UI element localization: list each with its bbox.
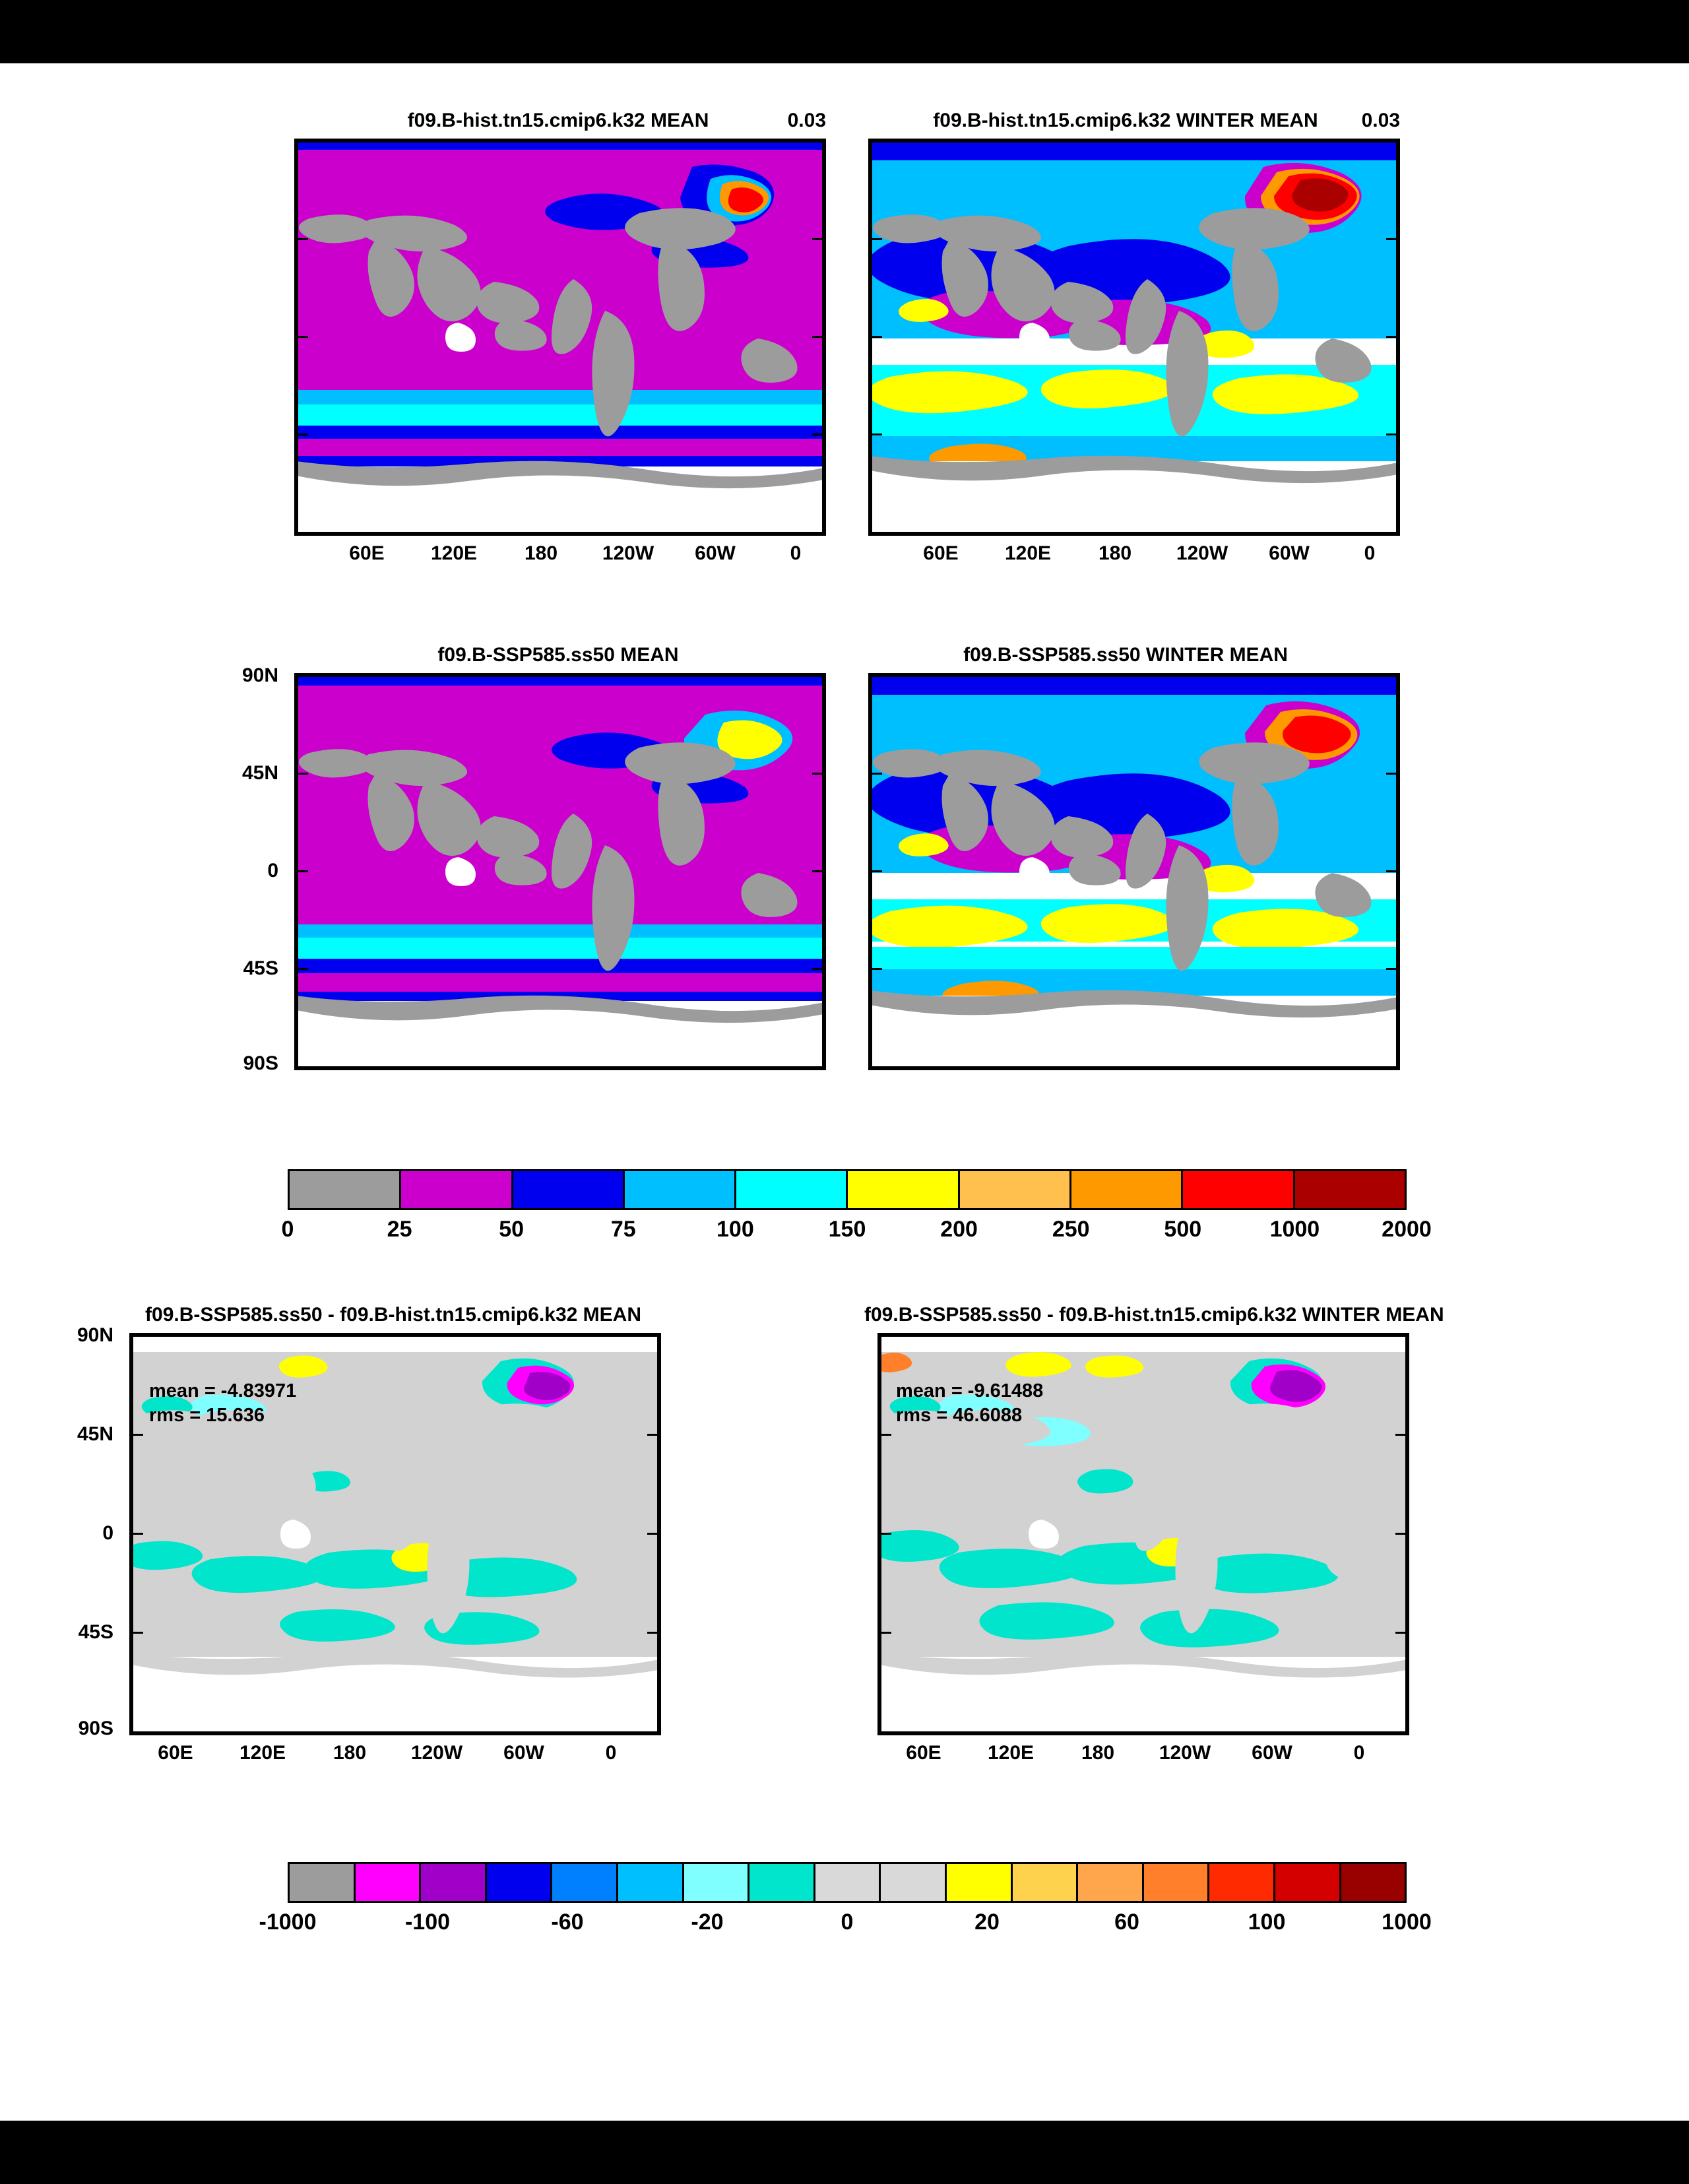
x-axis-labels-hist-mean xyxy=(294,542,822,569)
stats-rms: rms = 46.6088 xyxy=(896,1405,1023,1427)
colorbar-tick-label: 50 xyxy=(499,1217,525,1242)
y-tick-label: 0 xyxy=(267,860,278,882)
colorbar-swatch xyxy=(1078,1864,1144,1901)
colorbar-tick-label: 100 xyxy=(717,1217,754,1242)
tick xyxy=(296,773,308,775)
tick xyxy=(812,773,824,775)
colorbar-swatch xyxy=(1209,1864,1275,1901)
y-tick-label: 45S xyxy=(78,1621,113,1643)
panel-title: f09.B-SSP585.ss50 - f09.B-hist.tn15.cmip6.k32 WINTER MEAN xyxy=(864,1304,1444,1326)
tick xyxy=(296,968,308,970)
tick xyxy=(870,773,882,775)
y-tick-label: 90S xyxy=(78,1718,113,1739)
stats-rms: rms = 15.636 xyxy=(149,1405,265,1427)
tick xyxy=(131,1533,143,1535)
colorbar-tick-label: 2000 xyxy=(1382,1217,1432,1242)
colorbar-swatch xyxy=(736,1171,848,1208)
colorbar-swatch xyxy=(356,1864,422,1901)
colorbar-tick-label: 1000 xyxy=(1269,1217,1320,1242)
x-tick-label: 120E xyxy=(1004,542,1052,564)
panel-title: f09.B-hist.tn15.cmip6.k32 MEAN xyxy=(407,110,709,131)
x-tick-label: 120E xyxy=(987,1742,1035,1764)
tick xyxy=(870,238,882,240)
x-tick-label: 60E xyxy=(158,1742,193,1764)
difference-colorbar xyxy=(259,1862,1432,1935)
x-tick-label: 120W xyxy=(410,1742,463,1764)
tick xyxy=(296,336,308,338)
colorbar-tick-label: 0 xyxy=(841,1910,854,1935)
x-tick-label: 60W xyxy=(1252,1742,1292,1764)
tick xyxy=(296,141,308,143)
tick xyxy=(1386,336,1398,338)
map-graphic xyxy=(870,141,1398,534)
figure-canvas xyxy=(0,63,1689,2121)
x-tick-label: 120E xyxy=(430,542,478,564)
colorbar-tick-label: 500 xyxy=(1164,1217,1202,1242)
colorbar-swatch xyxy=(1295,1171,1405,1208)
tick xyxy=(812,238,824,240)
x-tick-label: 60E xyxy=(906,1742,941,1764)
map-graphic xyxy=(296,141,824,534)
colorbar-tick-label: 150 xyxy=(828,1217,866,1242)
y-tick-label: 90N xyxy=(77,1324,113,1346)
colorbar-swatch xyxy=(1144,1864,1210,1901)
colorbar-swatch xyxy=(1275,1864,1341,1901)
tick xyxy=(870,968,882,970)
stats-mean: mean = -9.61488 xyxy=(896,1380,1044,1401)
tick xyxy=(812,870,824,872)
colorbar-tick-label: 1000 xyxy=(1382,1910,1432,1935)
tick xyxy=(647,1632,659,1634)
colorbar-tick-label: -20 xyxy=(691,1910,724,1935)
tick xyxy=(812,434,824,435)
tick xyxy=(1386,968,1398,970)
tick xyxy=(296,238,308,240)
absolute-colorbar xyxy=(281,1169,1432,1242)
x-tick-label: 180 xyxy=(524,542,558,564)
tick xyxy=(647,1434,659,1436)
x-tick-label: 180 xyxy=(333,1742,367,1764)
tick xyxy=(1386,238,1398,240)
y-tick-label: 0 xyxy=(102,1522,113,1544)
panel-title: f09.B-hist.tn15.cmip6.k32 WINTER MEAN xyxy=(933,110,1318,131)
panel-hist-mean xyxy=(294,110,826,564)
x-tick-label: 0 xyxy=(790,542,802,564)
panel-title: f09.B-SSP585.ss50 WINTER MEAN xyxy=(963,644,1288,666)
y-axis-labels-diff-mean xyxy=(77,1324,114,1739)
y-tick-label: 90S xyxy=(243,1052,278,1074)
colorbar-swatch xyxy=(815,1864,881,1901)
y-tick-label: 45N xyxy=(77,1423,113,1445)
tick xyxy=(879,1434,891,1436)
colorbar-tick-label: 25 xyxy=(387,1217,412,1242)
colorbar-swatch xyxy=(1341,1864,1405,1901)
x-tick-label: 60E xyxy=(923,542,959,564)
tick xyxy=(296,870,308,872)
tick xyxy=(870,434,882,435)
colorbar-swatch xyxy=(848,1171,959,1208)
tick xyxy=(1386,870,1398,872)
x-tick-label: 0 xyxy=(1353,1742,1365,1764)
x-tick-label: 0 xyxy=(605,1742,617,1764)
stats-diff-mean xyxy=(149,1379,296,1428)
map-graphic xyxy=(870,675,1398,1068)
x-tick-label: 60W xyxy=(695,542,736,564)
colorbar-strip xyxy=(288,1862,1407,1903)
colorbar-swatch xyxy=(881,1864,947,1901)
x-axis-labels-diff-mean xyxy=(129,1742,657,1768)
tick xyxy=(1386,434,1398,435)
tick xyxy=(131,1434,143,1436)
tick xyxy=(296,675,308,677)
colorbar-swatch xyxy=(421,1864,487,1901)
x-tick-label: 180 xyxy=(1081,1742,1115,1764)
tick xyxy=(296,434,308,435)
colorbar-swatch xyxy=(625,1171,736,1208)
colorbar-tick-label: 200 xyxy=(940,1217,978,1242)
tick xyxy=(1395,1533,1407,1535)
colorbar-tick-label: 60 xyxy=(1114,1910,1139,1935)
colorbar-strip xyxy=(288,1169,1407,1210)
panel-diff-mean xyxy=(77,1304,657,1805)
x-tick-label: 60E xyxy=(349,542,385,564)
colorbar-labels xyxy=(259,1910,1432,1939)
colorbar-tick-label: -1000 xyxy=(259,1910,317,1935)
panel-ssp585-mean xyxy=(241,644,822,1106)
tick xyxy=(647,1533,659,1535)
tick xyxy=(879,1632,891,1634)
panel-hist-winter-mean xyxy=(855,110,1400,564)
map-hist-winter-mean[interactable] xyxy=(868,139,1400,536)
tick xyxy=(1395,1632,1407,1634)
tick xyxy=(1395,1434,1407,1436)
colorbar-swatch xyxy=(487,1864,553,1901)
x-axis-labels-hist-winter-mean xyxy=(855,542,1396,569)
colorbar-swatch xyxy=(290,1171,401,1208)
colorbar-swatch xyxy=(1183,1171,1294,1208)
colorbar-tick-label: 75 xyxy=(610,1217,636,1242)
panel-title: f09.B-SSP585.ss50 MEAN xyxy=(437,644,679,666)
colorbar-tick-label: 100 xyxy=(1248,1910,1286,1935)
map-graphic xyxy=(296,675,824,1068)
colorbar-tick-label: 250 xyxy=(1052,1217,1090,1242)
colorbar-swatch xyxy=(947,1864,1013,1901)
colorbar-swatch xyxy=(1013,1864,1079,1901)
x-tick-label: 0 xyxy=(1364,542,1376,564)
y-axis-labels-ssp585-mean xyxy=(241,664,279,1074)
x-tick-label: 120W xyxy=(1159,1742,1211,1764)
x-tick-label: 120E xyxy=(239,1742,286,1764)
colorbar-swatch xyxy=(1071,1171,1183,1208)
colorbar-tick-label: -60 xyxy=(551,1910,584,1935)
stats-mean: mean = -4.83971 xyxy=(149,1380,297,1401)
colorbar-swatch xyxy=(684,1864,750,1901)
tick xyxy=(870,336,882,338)
colorbar-swatch xyxy=(618,1864,684,1901)
colorbar-tick-label: -100 xyxy=(404,1910,451,1935)
panel-corner-value: 0.03 xyxy=(1361,110,1400,131)
colorbar-swatch xyxy=(960,1171,1071,1208)
y-tick-label: 45N xyxy=(241,762,278,784)
colorbar-swatch xyxy=(290,1864,356,1901)
x-tick-label: 120W xyxy=(602,542,654,564)
colorbar-labels xyxy=(281,1217,1432,1246)
colorbar-swatch xyxy=(552,1864,618,1901)
panel-title: f09.B-SSP585.ss50 - f09.B-hist.tn15.cmip6.k32 MEAN xyxy=(145,1304,641,1326)
tick xyxy=(812,968,824,970)
colorbar-swatch xyxy=(401,1171,513,1208)
y-tick-label: 45S xyxy=(243,957,278,979)
panel-diff-winter-mean xyxy=(864,1304,1444,1805)
panel-ssp585-winter-mean xyxy=(855,644,1396,1106)
tick xyxy=(870,870,882,872)
colorbar-tick-label: 20 xyxy=(974,1910,1000,1935)
y-tick-label: 90N xyxy=(241,664,278,686)
colorbar-tick-label: 0 xyxy=(281,1217,294,1242)
tick xyxy=(812,336,824,338)
map-ssp585-winter-mean[interactable] xyxy=(868,673,1400,1070)
x-tick-label: 180 xyxy=(1098,542,1132,564)
x-tick-label: 60W xyxy=(503,1742,544,1764)
colorbar-swatch xyxy=(513,1171,625,1208)
tick xyxy=(879,1533,891,1535)
x-tick-label: 120W xyxy=(1176,542,1228,564)
map-ssp585-mean[interactable] xyxy=(294,673,826,1070)
map-hist-mean[interactable] xyxy=(294,139,826,536)
tick xyxy=(131,1632,143,1634)
stats-diff-winter-mean xyxy=(896,1379,1043,1428)
x-tick-label: 60W xyxy=(1269,542,1310,564)
colorbar-swatch xyxy=(749,1864,815,1901)
x-axis-labels-diff-winter-mean xyxy=(864,1742,1392,1768)
tick xyxy=(131,1335,143,1337)
tick xyxy=(1386,773,1398,775)
panel-corner-value: 0.03 xyxy=(787,110,826,131)
